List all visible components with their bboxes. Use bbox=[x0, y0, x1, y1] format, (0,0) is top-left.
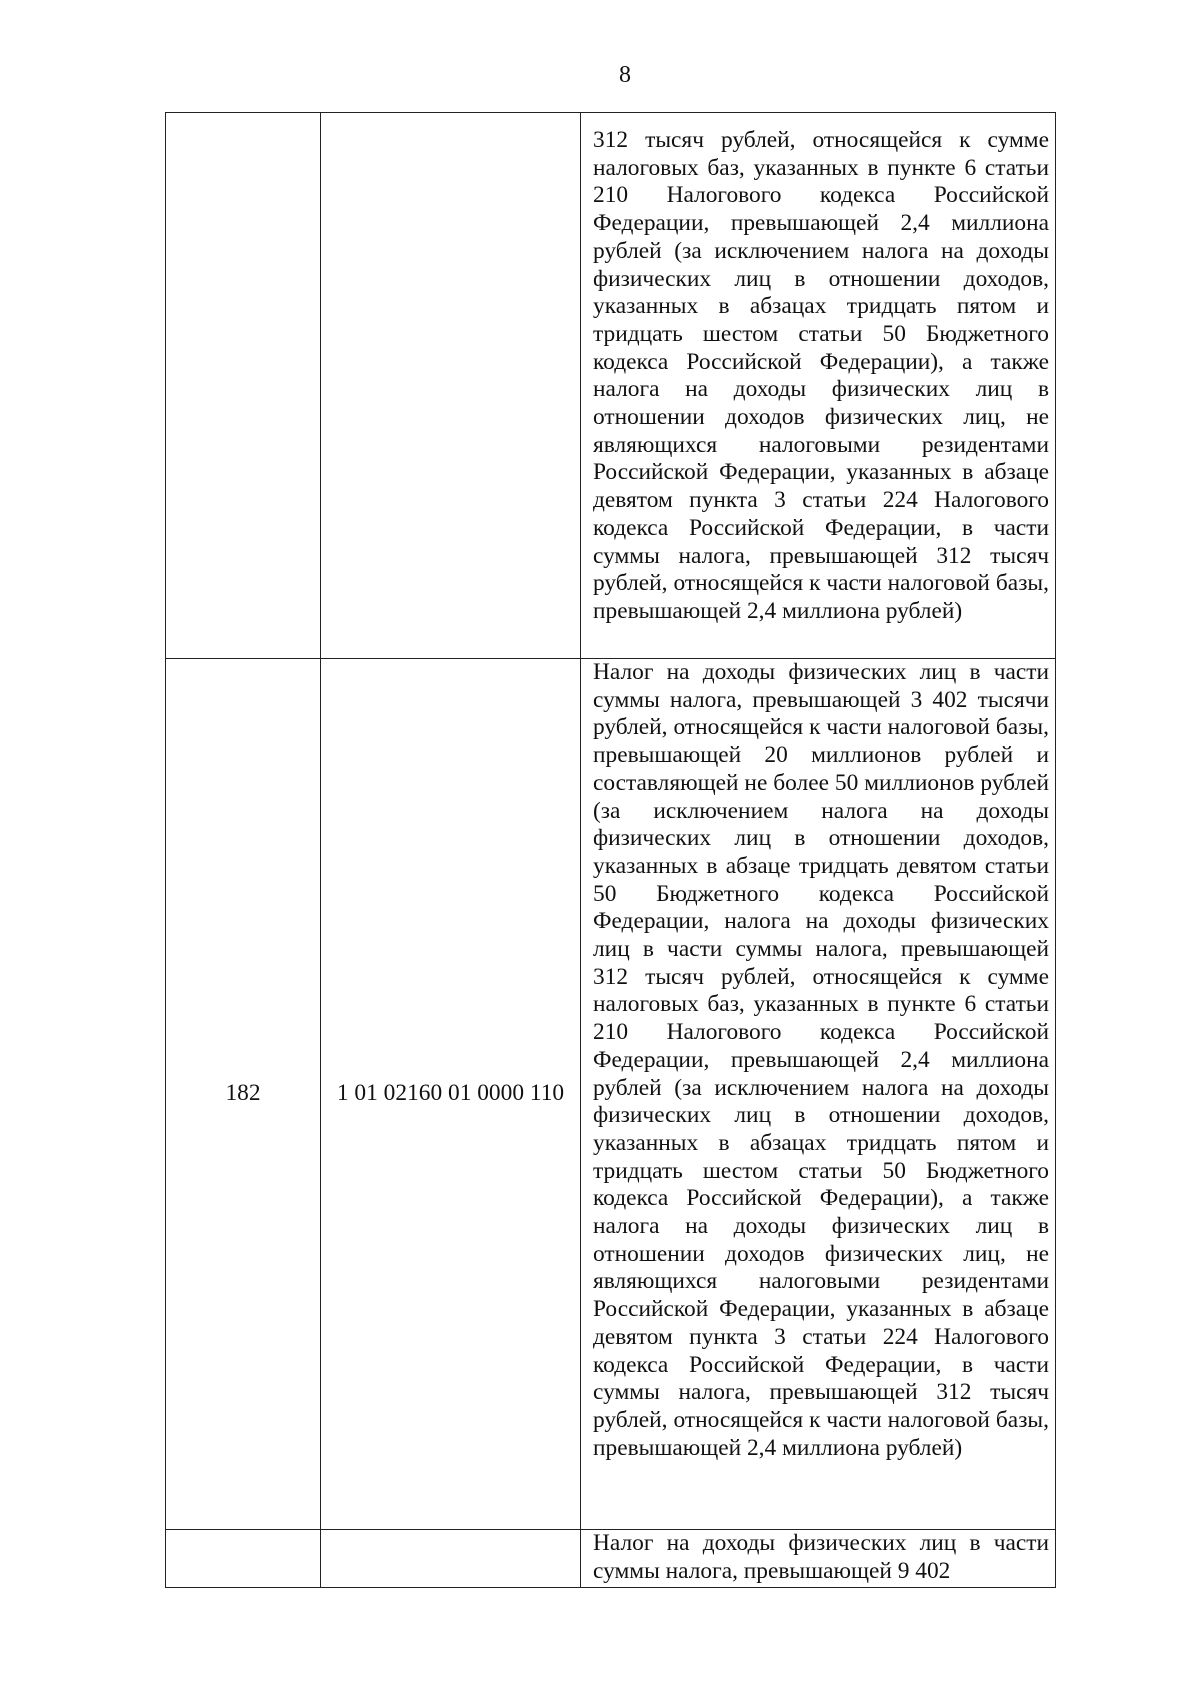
kbk-code-cell bbox=[321, 113, 581, 659]
admin-code-cell bbox=[166, 113, 321, 659]
description-cell bbox=[581, 1530, 1056, 1588]
kbk-code-cell bbox=[321, 1530, 581, 1588]
table-row bbox=[166, 1530, 1056, 1588]
description-text: Налог на доходы физических лиц в части суммы налога, превышающей 9 402 bbox=[593, 1530, 1049, 1584]
table-row bbox=[166, 113, 1056, 659]
admin-code-cell bbox=[166, 1530, 321, 1588]
description-text: 312 тысяч рублей, относящейся к сумме налоговых баз, указанных в пункте 6 статьи 210 Налогового кодекса Российской Федерации, превышающей 2,4 миллиона рублей (за исключением налога на доходы физических лиц в отношении доходов, указанных в абзацах тридцать пятом и тридцать шестом статьи 50 Бюджетного кодекса Российской Федерации), а также налога на доходы физических лиц в отношении доходов физических лиц, не являющихся налоговыми резидентами Российской Федерации, указанных в абзаце девятом пункта 3 статьи 224 Налогового кодекса Российской Федерации, в части суммы налога, превышающей 312 тысяч рублей, относящейся к части налоговой базы, превышающей 2,4 миллиона рублей) bbox=[593, 127, 1049, 624]
description-cell bbox=[581, 659, 1056, 1530]
page-number: 8 bbox=[619, 62, 631, 88]
kbk-code-cell: 1 01 02160 01 0000 110 bbox=[321, 659, 581, 1530]
table-row bbox=[166, 659, 1056, 1530]
admin-code-cell: 182 bbox=[166, 659, 321, 1530]
description-cell bbox=[581, 113, 1056, 659]
budget-codes-table bbox=[165, 112, 1056, 1588]
description-text: Налог на доходы физических лиц в части суммы налога, превышающей 3 402 тысячи рублей, относящейся к части налоговой базы, превышающей 20 миллионов рублей и составляющей не более 50 миллионов рублей (за исключением налога на доходы физических лиц в отношении доходов, указанных в абзаце тридцать девятом статьи 50 Бюджетного кодекса Российской Федерации, налога на доходы физических лиц в части суммы налога, превышающей 312 тысяч рублей, относящейся к сумме налоговых баз, указанных в пункте 6 статьи 210 Налогового кодекса Российской Федерации, превышающей 2,4 миллиона рублей (за исключением налога на доходы физических лиц в отношении доходов, указанных в абзацах тридцать пятом и тридцать шестом статьи 50 Бюджетного кодекса Российской Федерации), а также налога на доходы физических лиц в отношении доходов физических лиц, не являющихся налоговыми резидентами Российской Федерации, указанных в абзаце девятом пункта 3 статьи 224 Налогового кодекса Российской Федерации, в части суммы налога, превышающей 312 тысяч рублей, относящейся к части налоговой базы, превышающей 2,4 миллиона рублей) bbox=[593, 659, 1049, 1461]
